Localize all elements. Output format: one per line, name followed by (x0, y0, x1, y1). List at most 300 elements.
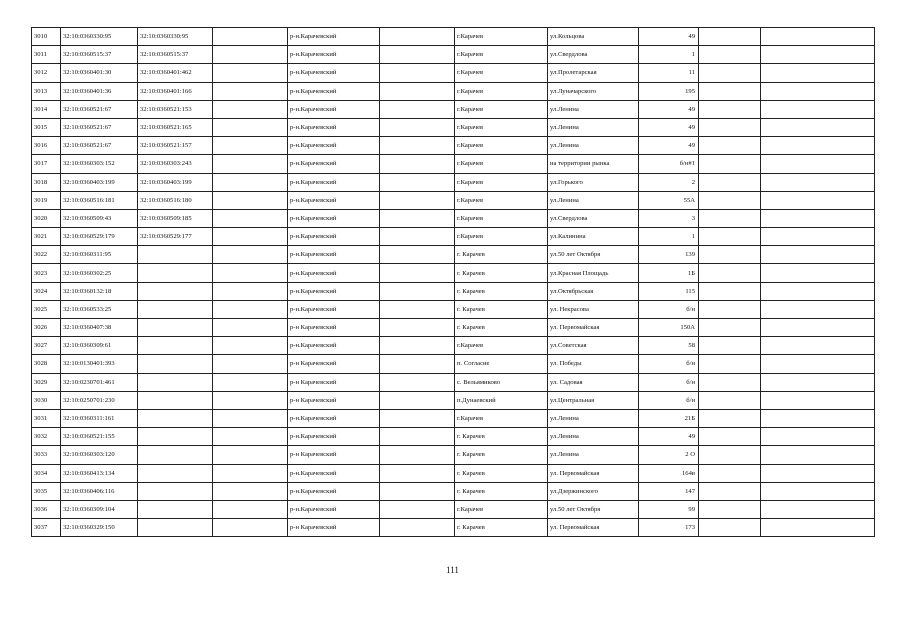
house-number-cell: 2 О (639, 446, 699, 464)
house-number-cell: 21Б (639, 409, 699, 427)
district-cell: р-н.Карачевский (288, 409, 380, 427)
blank-cell-a (213, 355, 288, 373)
district-cell: р-н.Карачевский (288, 246, 380, 264)
blank-cell-b (380, 64, 455, 82)
locality-cell: г.Карачев (455, 100, 548, 118)
table-row (32, 464, 875, 482)
linked-cadastral-cell (138, 482, 213, 500)
table-row (32, 300, 875, 318)
row-index-cell: 3015 (32, 118, 61, 136)
linked-cadastral-cell (138, 300, 213, 318)
blank-cell-c (699, 173, 761, 191)
blank-cell-b (380, 409, 455, 427)
blank-cell-d (761, 46, 875, 64)
row-index-cell: 3032 (32, 428, 61, 446)
cadastral-number-cell: 32:10:0360515:37 (61, 46, 138, 64)
blank-cell-a (213, 264, 288, 282)
street-cell: ул.Октябрьская (548, 282, 639, 300)
blank-cell-a (213, 409, 288, 427)
blank-cell-d (761, 428, 875, 446)
street-cell: ул. Первомайская (548, 319, 639, 337)
linked-cadastral-cell: 32:10:0360521:165 (138, 118, 213, 136)
house-number-cell: 150А (639, 319, 699, 337)
cadastral-number-cell: 32:10:0130401:393 (61, 355, 138, 373)
blank-cell-d (761, 155, 875, 173)
table-row (32, 391, 875, 409)
cadastral-number-cell: 32:10:0360309:104 (61, 500, 138, 518)
street-cell: ул.Ленина (548, 446, 639, 464)
table-row (32, 409, 875, 427)
street-cell: ул.Пролетарская (548, 64, 639, 82)
street-cell: ул.50 лет Октября (548, 500, 639, 518)
locality-cell: г.Карачев (455, 500, 548, 518)
house-number-cell: б/н (639, 300, 699, 318)
row-index-cell: 3025 (32, 300, 61, 318)
cadastral-number-cell: 32:10:0250701:230 (61, 391, 138, 409)
street-cell: ул.Кольцова (548, 28, 639, 46)
blank-cell-b (380, 82, 455, 100)
table-row (32, 82, 875, 100)
blank-cell-b (380, 482, 455, 500)
table-row (32, 264, 875, 282)
blank-cell-d (761, 355, 875, 373)
house-number-cell: 49 (639, 428, 699, 446)
row-index-cell: 3024 (32, 282, 61, 300)
blank-cell-b (380, 264, 455, 282)
locality-cell: г.Карачев (455, 28, 548, 46)
linked-cadastral-cell (138, 391, 213, 409)
linked-cadastral-cell (138, 282, 213, 300)
blank-cell-d (761, 373, 875, 391)
blank-cell-c (699, 137, 761, 155)
locality-cell: г.Карачев (455, 46, 548, 64)
table-row (32, 337, 875, 355)
locality-cell: г. Карачев (455, 428, 548, 446)
blank-cell-a (213, 500, 288, 518)
street-cell: ул.Ленина (548, 428, 639, 446)
blank-cell-c (699, 355, 761, 373)
blank-cell-c (699, 264, 761, 282)
locality-cell: г. Карачев (455, 519, 548, 537)
table-row (32, 355, 875, 373)
locality-cell: г.Карачев (455, 337, 548, 355)
blank-cell-c (699, 446, 761, 464)
locality-cell: г.Карачев (455, 137, 548, 155)
blank-cell-c (699, 28, 761, 46)
blank-cell-d (761, 409, 875, 427)
row-index-cell: 3029 (32, 373, 61, 391)
blank-cell-d (761, 28, 875, 46)
street-cell: ул.Советская (548, 337, 639, 355)
district-cell: р-н Карачевский (288, 391, 380, 409)
blank-cell-b (380, 100, 455, 118)
street-cell: ул.50 лет Октября (548, 246, 639, 264)
row-index-cell: 3037 (32, 519, 61, 537)
linked-cadastral-cell: 32:10:0360303:243 (138, 155, 213, 173)
blank-cell-a (213, 64, 288, 82)
district-cell: р-н.Карачевский (288, 137, 380, 155)
locality-cell: г.Карачев (455, 409, 548, 427)
row-index-cell: 3034 (32, 464, 61, 482)
house-number-cell: 99 (639, 500, 699, 518)
row-index-cell: 3020 (32, 209, 61, 227)
blank-cell-d (761, 464, 875, 482)
street-cell: ул. Садовая (548, 373, 639, 391)
blank-cell-d (761, 228, 875, 246)
blank-cell-d (761, 100, 875, 118)
locality-cell: г. Карачев (455, 282, 548, 300)
blank-cell-a (213, 246, 288, 264)
blank-cell-d (761, 519, 875, 537)
district-cell: р-н Карачевский (288, 319, 380, 337)
locality-cell: г. Карачев (455, 246, 548, 264)
district-cell: р-н Карачевский (288, 373, 380, 391)
street-cell: ул.Ленина (548, 100, 639, 118)
district-cell: р-н Карачевский (288, 519, 380, 537)
district-cell: р-н Карачевский (288, 355, 380, 373)
row-index-cell: 3011 (32, 46, 61, 64)
table-row (32, 482, 875, 500)
blank-cell-d (761, 319, 875, 337)
cadastral-number-cell: 32:10:0360521:67 (61, 137, 138, 155)
cadastral-number-cell: 32:10:0360330:95 (61, 28, 138, 46)
table-row (32, 500, 875, 518)
district-cell: р-н.Карачевский (288, 155, 380, 173)
blank-cell-a (213, 391, 288, 409)
district-cell: р-н.Карачевский (288, 100, 380, 118)
linked-cadastral-cell: 32:10:0360516:180 (138, 191, 213, 209)
district-cell: р-н.Карачевский (288, 282, 380, 300)
locality-cell: г.Карачев (455, 155, 548, 173)
street-cell: ул.Свердлова (548, 46, 639, 64)
row-index-cell: 3014 (32, 100, 61, 118)
blank-cell-c (699, 409, 761, 427)
row-index-cell: 3030 (32, 391, 61, 409)
blank-cell-c (699, 64, 761, 82)
house-number-cell: 147 (639, 482, 699, 500)
blank-cell-c (699, 337, 761, 355)
blank-cell-b (380, 137, 455, 155)
linked-cadastral-cell: 32:10:0360330:95 (138, 28, 213, 46)
linked-cadastral-cell (138, 264, 213, 282)
blank-cell-d (761, 500, 875, 518)
house-number-cell: 139 (639, 246, 699, 264)
house-number-cell: б/н (639, 373, 699, 391)
blank-cell-d (761, 191, 875, 209)
cadastral-number-cell: 32:10:0360303:120 (61, 446, 138, 464)
locality-cell: г.Карачев (455, 118, 548, 136)
blank-cell-b (380, 209, 455, 227)
row-index-cell: 3022 (32, 246, 61, 264)
district-cell: р-н.Карачевский (288, 28, 380, 46)
blank-cell-a (213, 46, 288, 64)
table-body (32, 28, 875, 537)
house-number-cell: 3 (639, 209, 699, 227)
linked-cadastral-cell: 32:10:0360529:177 (138, 228, 213, 246)
cadastral-number-cell: 32:10:0360401:30 (61, 64, 138, 82)
blank-cell-c (699, 519, 761, 537)
blank-cell-a (213, 300, 288, 318)
locality-cell: п.Дунаевский (455, 391, 548, 409)
linked-cadastral-cell: 32:10:0360521:157 (138, 137, 213, 155)
cadastral-number-cell: 32:10:0360529:179 (61, 228, 138, 246)
blank-cell-c (699, 391, 761, 409)
district-cell: р-н.Карачевский (288, 264, 380, 282)
house-number-cell: 55А (639, 191, 699, 209)
table-row (32, 64, 875, 82)
cadastral-number-cell: 32:10:0360311:161 (61, 409, 138, 427)
blank-cell-b (380, 319, 455, 337)
street-cell: ул.Дзержинского (548, 482, 639, 500)
row-index-cell: 3021 (32, 228, 61, 246)
blank-cell-d (761, 173, 875, 191)
blank-cell-c (699, 319, 761, 337)
linked-cadastral-cell (138, 464, 213, 482)
street-cell: ул.Горького (548, 173, 639, 191)
blank-cell-a (213, 155, 288, 173)
linked-cadastral-cell: 32:10:0360401:166 (138, 82, 213, 100)
district-cell: р-н.Карачевский (288, 191, 380, 209)
blank-cell-d (761, 391, 875, 409)
blank-cell-a (213, 519, 288, 537)
blank-cell-a (213, 319, 288, 337)
house-number-cell: 173 (639, 519, 699, 537)
table-row (32, 173, 875, 191)
street-cell: ул.Калинина (548, 228, 639, 246)
district-cell: р-н.Карачевский (288, 464, 380, 482)
cadastral-number-cell: 32:10:0360302:25 (61, 264, 138, 282)
table-row (32, 118, 875, 136)
blank-cell-d (761, 209, 875, 227)
table-row (32, 209, 875, 227)
linked-cadastral-cell (138, 500, 213, 518)
linked-cadastral-cell (138, 246, 213, 264)
blank-cell-d (761, 282, 875, 300)
linked-cadastral-cell: 32:10:0360521:153 (138, 100, 213, 118)
row-index-cell: 3026 (32, 319, 61, 337)
page-number: 111 (446, 565, 459, 575)
row-index-cell: 3018 (32, 173, 61, 191)
locality-cell: г.Карачев (455, 228, 548, 246)
linked-cadastral-cell (138, 373, 213, 391)
table-row (32, 228, 875, 246)
row-index-cell: 3019 (32, 191, 61, 209)
blank-cell-b (380, 300, 455, 318)
row-index-cell: 3012 (32, 64, 61, 82)
blank-cell-b (380, 355, 455, 373)
locality-cell: г. Карачев (455, 300, 548, 318)
locality-cell: г.Карачев (455, 191, 548, 209)
locality-cell: г. Карачев (455, 446, 548, 464)
district-cell: р-н.Карачевский (288, 500, 380, 518)
table-row (32, 100, 875, 118)
linked-cadastral-cell (138, 446, 213, 464)
blank-cell-c (699, 373, 761, 391)
locality-cell: г. Карачев (455, 264, 548, 282)
street-cell: на территории рынка (548, 155, 639, 173)
table-row (32, 137, 875, 155)
house-number-cell: б/н (639, 391, 699, 409)
row-index-cell: 3031 (32, 409, 61, 427)
blank-cell-a (213, 118, 288, 136)
cadastral-number-cell: 32:10:0360401:36 (61, 82, 138, 100)
blank-cell-b (380, 191, 455, 209)
house-number-cell: 164в (639, 464, 699, 482)
blank-cell-c (699, 300, 761, 318)
blank-cell-a (213, 137, 288, 155)
blank-cell-a (213, 482, 288, 500)
blank-cell-b (380, 173, 455, 191)
row-index-cell: 3017 (32, 155, 61, 173)
street-cell: ул. Первомайская (548, 519, 639, 537)
linked-cadastral-cell (138, 519, 213, 537)
row-index-cell: 3035 (32, 482, 61, 500)
linked-cadastral-cell (138, 428, 213, 446)
street-cell: ул.Ленина (548, 137, 639, 155)
street-cell: ул.Свердлова (548, 209, 639, 227)
table-row (32, 428, 875, 446)
table-row (32, 246, 875, 264)
blank-cell-b (380, 46, 455, 64)
district-cell: р-н Карачевский (288, 446, 380, 464)
blank-cell-d (761, 482, 875, 500)
locality-cell: г.Карачев (455, 173, 548, 191)
locality-cell: п. Согласие (455, 355, 548, 373)
row-index-cell: 3010 (32, 28, 61, 46)
house-number-cell: 2 (639, 173, 699, 191)
table-row (32, 373, 875, 391)
blank-cell-c (699, 428, 761, 446)
row-index-cell: 3036 (32, 500, 61, 518)
blank-cell-a (213, 100, 288, 118)
blank-cell-c (699, 482, 761, 500)
house-number-cell: 195 (639, 82, 699, 100)
cadastral-number-cell: 32:10:0360329:150 (61, 519, 138, 537)
blank-cell-d (761, 446, 875, 464)
blank-cell-c (699, 82, 761, 100)
blank-cell-c (699, 464, 761, 482)
blank-cell-a (213, 209, 288, 227)
locality-cell: г. Карачев (455, 464, 548, 482)
locality-cell: г.Карачев (455, 209, 548, 227)
table-row (32, 28, 875, 46)
linked-cadastral-cell (138, 319, 213, 337)
cadastral-number-cell: 32:10:0360521:67 (61, 118, 138, 136)
blank-cell-a (213, 173, 288, 191)
cadastral-number-cell: 32:10:0360521:155 (61, 428, 138, 446)
house-number-cell: 1 (639, 228, 699, 246)
linked-cadastral-cell (138, 355, 213, 373)
linked-cadastral-cell: 32:10:0360401:462 (138, 64, 213, 82)
table-row (32, 155, 875, 173)
house-number-cell: 58 (639, 337, 699, 355)
blank-cell-a (213, 446, 288, 464)
table-row (32, 191, 875, 209)
table-row (32, 319, 875, 337)
table-row (32, 519, 875, 537)
locality-cell: г.Карачев (455, 82, 548, 100)
cadastral-number-cell: 32:10:0360309:61 (61, 337, 138, 355)
blank-cell-d (761, 337, 875, 355)
linked-cadastral-cell: 32:10:0360515:37 (138, 46, 213, 64)
district-cell: р-н.Карачевский (288, 118, 380, 136)
blank-cell-a (213, 82, 288, 100)
district-cell: р-н.Карачевский (288, 337, 380, 355)
row-index-cell: 3027 (32, 337, 61, 355)
blank-cell-d (761, 118, 875, 136)
house-number-cell: б/н (639, 355, 699, 373)
blank-cell-a (213, 191, 288, 209)
district-cell: р-н.Карачевский (288, 482, 380, 500)
cadastral-number-cell: 32:10:0360303:152 (61, 155, 138, 173)
blank-cell-c (699, 246, 761, 264)
house-number-cell: б/н#1 (639, 155, 699, 173)
cadastral-number-cell: 32:10:0360509:43 (61, 209, 138, 227)
district-cell: р-н.Карачевский (288, 82, 380, 100)
row-index-cell: 3016 (32, 137, 61, 155)
blank-cell-b (380, 28, 455, 46)
locality-cell: г. Карачев (455, 482, 548, 500)
blank-cell-c (699, 46, 761, 64)
linked-cadastral-cell: 32:10:0360509:185 (138, 209, 213, 227)
row-index-cell: 3028 (32, 355, 61, 373)
blank-cell-d (761, 64, 875, 82)
cadastral-number-cell: 32:10:0360407:38 (61, 319, 138, 337)
street-cell: ул.Ленина (548, 409, 639, 427)
house-number-cell: 49 (639, 118, 699, 136)
blank-cell-c (699, 282, 761, 300)
street-cell: ул.Ленина (548, 191, 639, 209)
cadastral-number-cell: 32:10:0360516:181 (61, 191, 138, 209)
blank-cell-c (699, 155, 761, 173)
blank-cell-b (380, 118, 455, 136)
cadastral-number-cell: 32:10:0360413:134 (61, 464, 138, 482)
blank-cell-b (380, 391, 455, 409)
blank-cell-b (380, 228, 455, 246)
blank-cell-b (380, 282, 455, 300)
blank-cell-b (380, 464, 455, 482)
blank-cell-b (380, 373, 455, 391)
registry-table (31, 27, 875, 537)
linked-cadastral-cell: 32:10:0360403:199 (138, 173, 213, 191)
locality-cell: с. Вельямиково (455, 373, 548, 391)
blank-cell-a (213, 337, 288, 355)
street-cell: ул. Некрасова (548, 300, 639, 318)
blank-cell-c (699, 500, 761, 518)
street-cell: ул. Первомайская (548, 464, 639, 482)
street-cell: ул.Ленина (548, 118, 639, 136)
blank-cell-b (380, 428, 455, 446)
house-number-cell: 49 (639, 28, 699, 46)
blank-cell-b (380, 446, 455, 464)
blank-cell-d (761, 300, 875, 318)
cadastral-number-cell: 32:10:0360533:25 (61, 300, 138, 318)
district-cell: р-н.Карачевский (288, 300, 380, 318)
linked-cadastral-cell (138, 409, 213, 427)
district-cell: р-н.Карачевский (288, 46, 380, 64)
house-number-cell: 49 (639, 100, 699, 118)
street-cell: ул.Красная Площадь (548, 264, 639, 282)
blank-cell-a (213, 464, 288, 482)
blank-cell-a (213, 228, 288, 246)
blank-cell-a (213, 428, 288, 446)
cadastral-number-cell: 32:10:0360406:116 (61, 482, 138, 500)
district-cell: р-н.Карачевский (288, 209, 380, 227)
street-cell: ул.Луначарского (548, 82, 639, 100)
table-row (32, 282, 875, 300)
blank-cell-b (380, 500, 455, 518)
house-number-cell: 11 (639, 64, 699, 82)
